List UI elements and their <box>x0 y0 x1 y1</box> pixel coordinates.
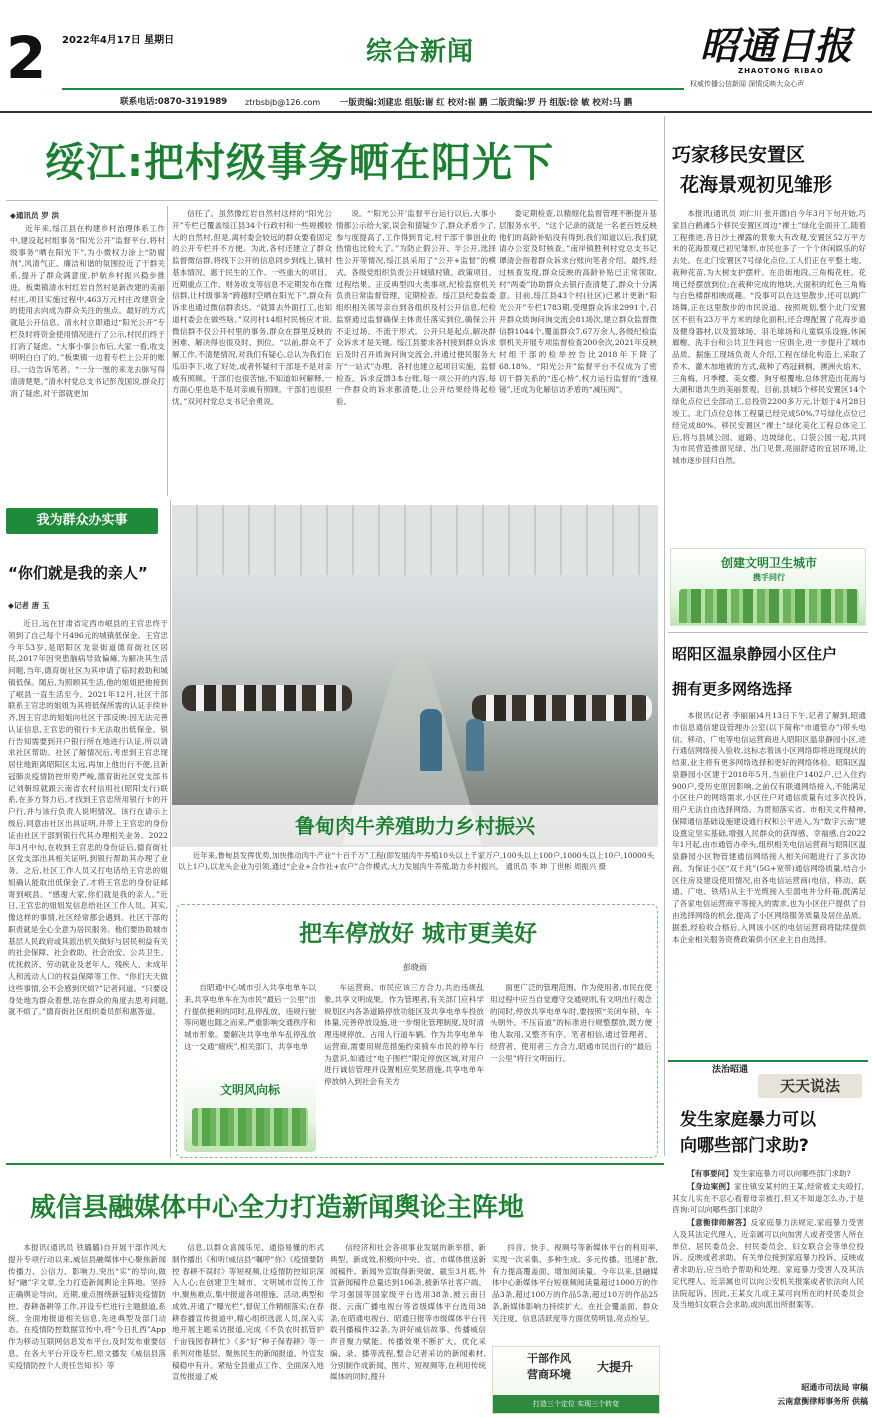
lead-col-2: 信任了。虽然像红岩自然村这样的“阳光公开”专栏已覆盖绥江县34个行政村和一些规模较大的自然村,但是,离村委会较远的群众要看固定的公开专栏并不方便。为此,各村还建立了群众监督微信群,将线下公开的信息同步到线上,镇村基本情况、惠于民生的工作、一些重大的项目、近期重点工作、财务收支等信息不定期发布在微信群,让村级事务“跨越时空晒在阳光下”,群众有诉求也通过微信群表达。“就算去外面打工,也知道村委会在做些啥。”双河村14组村民杨应才说,微信群不仅公开村里的事务,群众在群里反映的困难、解决得也很及时、到位。“以前,群众不了解工作,不清楚情况,对我们有疑心,总认为我们在瓜田李下,收了好处,或者怀疑村干部是不是对亲戚有照顾。干部们也很苦恼,不知道如何解释,一方面心里也是不是对亲戚有照顾。干部们也很担忧。”双河村党总支书记余勇说。 <box>172 209 332 407</box>
bottom-rule <box>6 1163 664 1165</box>
law-text: 【有事要问】发生家庭暴力可以向哪些部门求助? 【身边案例】家住镇安某村的王某,经常被丈夫殴打,其女儿实在不忍心看着母亲被打,但又不知道怎么办,于是咨询:可以向哪些部门求助? 【意衡律师解答】反家庭暴力法规定,家庭暴力受害人及其法定代理人、近亲属可以向加害人或者受害人所在单位、居民委员会、村民委员会、妇女联合会等单位投诉、反映或者求助。有关单位接到家庭暴力投诉、反映或者求助后,应当给予帮助和处理。家庭暴力受害人及其法定代理人、近亲属也可以向公安机关报案或者依法向人民法院起诉。因此,王某女儿或王某可向所在的村民委员会及当地妇女联合会求助,或向派出所报案等。 <box>672 1169 864 1310</box>
law-label: 法治昭通 <box>712 1065 749 1075</box>
ad-line-1: 干部作风 <box>527 1352 571 1365</box>
paper-pinyin: ZHAOTONG RIBAO <box>738 67 824 75</box>
civilization-weathervane-banner <box>184 1072 316 1152</box>
section-title: 综合新闻 <box>365 37 474 67</box>
law-credit-1: 昭通市司法局 审稿 <box>801 1383 868 1392</box>
law-headline-2: 向哪些部门求助? <box>680 1136 809 1156</box>
ad-line-2: 营商环境 <box>527 1368 571 1381</box>
photo-title: 鲁甸肉牛养殖助力乡村振兴 <box>295 814 535 838</box>
right-mid-headline-2: 拥有更多网络选择 <box>672 680 793 698</box>
page-number: 2 <box>6 26 47 90</box>
issue-date: 2022年4月17日 星期日 <box>62 35 175 46</box>
civ-banner-graphic <box>192 1108 308 1146</box>
contact-phone: 联系电话:0870-3191989 <box>120 97 228 107</box>
banner-subtitle: 携手同行 <box>753 573 785 582</box>
banner-title: 创建文明卫生城市 <box>720 556 817 570</box>
lead-headline: 绥江:把村级事务晒在阳光下 <box>45 140 554 186</box>
cityscape-illustration <box>679 589 859 623</box>
lead-col-3: 说。“‘阳光公开’监督平台运行以后,大事小情都公示给大家,误会和猜疑少了,群众矛盾少了,参与度提高了,工作得到肯定,村干部干事创业的热情也比较大了。”为防止假公开、半公开,选择性公开等情况,绥江县采用了“公开+监督”的模式。各级党组织负责公开城镇村镇、政策项目、过程结果、正反典型四大类事项,纪检监察机关负责日常监督管理、定期检查。绥江县纪委监委组织相关领导亲自到各组织及村公开信息,纪检监察通过监督确保主体责任落实到位,确保公开不走过场、不流于形式。公开只是起点,解决群众诉求才是关键。绥江县要求各村接到群众诉求后及时召开质询问询交流会,并通过便民服务大厅“一站式”办理。各村也建立起项目实施、监督检查、诉求反馈3本台账,每一项公开的内容,每一件群众的诉求都清楚,让公开结果经得起检验。 <box>336 209 496 407</box>
parking-byline: 彭晓雨 <box>403 963 427 972</box>
cattle-row-right <box>472 695 652 721</box>
right-mid-headline-1: 昭阳区温泉静园小区住户 <box>672 645 838 663</box>
divider <box>167 206 168 496</box>
right-top-headline-1: 巧家移民安置区 <box>672 144 806 166</box>
editors-credit: 一版责编:刘建忠 组版:谢 红 校对:崔 鹏 二版责编:罗 丹 组版:徐 敏 校对:马 鹏 <box>340 97 633 107</box>
lead-col-4: 委定期检查,以精细化监督管理不断提升基层服务水平。“这个记录的就是一名老百姓反映他们的高龄补贴没有得到,我们知道以后,我们就请办公室及时核查。”南岸镇胜利村党总支书记谭清会指着群众诉求台账向笔者介绍。最终,经过核查发现,群众反映的高龄补贴已正常领取,村“两委”协助群众去银行查清楚了,群众十分满意。目前,绥江县43个村(社区)已累计更新“阳光公开”专栏1783期,受理群众诉求2991个,召开群众质询问询交流会81场次,建立群众监督微信群1044个,覆盖群众7.67万余人,各级纪检监察机关开展专项监督检查200余次,2021年反映村组干部的检举控告比2018年下降了68.18%。“阳光公开”监督平台不仅成为了密切干群关系的“连心桥”,权力运行监督的“透视镜”,还成为化解信访矛盾的“减压阀”。 <box>499 209 657 395</box>
lead-rule <box>6 200 658 201</box>
ad-line-3: 大提升 <box>597 1360 634 1374</box>
weixin-col-4: 抖音、快手、视频号等新媒体平台的利用率,实现一次采集、多种生成、多元传播。迅速扩散,有力提高覆盖面、增加阅读量。今年以来,县融媒体中心新媒体平台短视频阅读量超过1000万的作品3条,超过100万的作品5条,超过10万的作品25条,新媒体影响力持续扩大。在社会覆盖面、群众关注度、信息活跃度等方面优势明显,亮点纷呈。 <box>492 1243 658 1323</box>
weixin-col-3: 信经济和社会各项事业发展的新举措、新典型、新成效,积极向中央、省、市媒体推送新闻稿件。新闻外宣取得新突破。截至3月底,外宣新闻稿件总量达到106条,被新华社客户端、学习强国等国家级平台选用38条,被云南日报、云南广播电视台等省级媒体平台选用38条,在昭通电视台、昭通日报等市级媒体平台刊载刊播稿件32条,为讲好威信故事、传播威信声音聚力赋能。传播效果不断扩大。优化采编、录、播等流程,整合记者采访的新闻素材,分别制作成新闻、图片、短视频等,在利用传统媒体的同时,搜升 <box>330 1243 486 1382</box>
civ-banner-title: 文明风向标 <box>219 1083 280 1097</box>
right-top-text: 本报讯(通讯员 刘仁川 张开德)自今年3月下旬开始,巧家县白鹤滩5个移民安置区周边“裸土”绿化全面开工,随着工程推进,昔日沙土裸露的景象大有改观,安置区52万平方米的花海景观已初见雏形,市民也多了一个个休闲娱乐的好去处。在北门安置区7号绿化点位,工人们正在平整土地、栽种花苗,为大树支护摆杆。在沿街地段,三角梅花柱、花境已经摆放到位;在栽种完成的地块,大面积的红色三角梅与白色楼群相映成趣。“没事可以在这里散步,还可以跳广场舞,正在这里散步的市民说道。按照规划,整个北门安置区不但有23万平方米的绿化面积,还合理配置了花海步道及健身器材,以及篮球场、羽毛球场和儿童娱乐设施,休闲廊榭、洗手台和公共卫生间也一应俱全,进一步提升了城市品质。据施工现场负责人介绍,工程在绿化构造上,采取了乔木、灌木加地被的方式,栽种了鸡冠刺桐、澳洲火焰木、三角梅、月季樱、美女樱、狗牙根覆地,总体营造出花海与大湖和谐共生的美丽景观。目前,县城5个移民安置区14个绿化点位已全部动工,总投资2200多万元,计划于4月28日竣工。北门点位总体工程量已经完成50%,7号绿化点位已经完成80%。移民安置区“裸土”绿化美化工程总体完工后,将与县城公园、道路、边坡绿化、口袋公园一起,共同为市民营造推窗见绿、出门见景,亮丽舒适的宜居环境,让城市逐步回归自然。 <box>672 209 866 466</box>
masthead-rule <box>62 88 684 90</box>
weixin-col-2: 信息,以群众喜闻乐见、通俗易懂的形式制作播出《和听!威信县“嘱哼”你》《疫情要防控 春耕不误时》等短视频,让疫情防控知识深入人心;在创建卫生城市、文明城市宣传工作中,聚焦难点,集中报道各项措施、活动,典型和成效,开通了“曝光栏”,督促工作精细落实;在春耕春播宣传报道中,精心组织选派人员,深入实地开展主题采访报道,完成《不负农时抓管护 千亩钱园春耕忙》《多“好”种子保春耕》等一系列对推基层、聚焦民生的新闻报道。外宣发稿稳中有升。紧贴全县重点工作、全面深入地宣传报道了威 <box>172 1243 324 1382</box>
cattle-row-left <box>182 685 352 711</box>
service-text: 近日,远在甘肃省定西市岷县的王官忠终于领到了自己每个月496元的城镇低保金。王官忠今年53岁,是昭阳区龙泉街道德育街社区居民,2017年因突患脑病导致偏瘫,为解决其生活问题,当年,德育街社区为其申请了临时救助和城镇低保。随后,为照顾其生活,他的姐姐把他接到了岷县一直生活至今。2021年12月,社区干部联系王官忠的姐姐为其将低保所需的认证手续补齐,因王官忠的姐姐向社区干部反映:因无法完善认证信息,王官忠的银行卡无法取出低保金。银行告知需要到开户银行所在地进行认证,所以请求社区帮助。社区了解情况后,考虑到王官忠现居住地距离昭阳区太远,再加上他出行不便,且新冠肺炎疫情防控形势严峻,德育街社区党支部书记刘朝琼就跟云南省农村信用社(昭阳支行)联系,在多方努力后,才找到王官忠所用银行卡的开户行,并与该行负责人说明情况。该行在请示上级后,同意由社区出具证明,并带上王官忠的身份证由社区干部到银行代其办理相关业务。2022年3月中旬,在收到王官忠的身份证后,德育街社区党支部出具相关证明,到银行帮助其办理了业务。之后,社区工作人员又打电话给王官忠的姐姐确认能取出低保金了,才将王官忠的身份证邮寄到岷县。“感谢大家,你们就是我的亲人。”近日,王官忠的姐姐发信息给社区工作人员。其实,像这样的事情,社区经常都会遇到。社区干部的职责就是全心全意为居民服务。他们要协助城市基层人民政府或其派出机关做好与居民利益有关的社会保障、社会救助、社会治安、公共卫生、优抚救济、劳动就业及老年人、残疾人、未成年人和流动人口的权益保障等工作。“你们天天做这些事情,会不会感到厌烦?”记者问道。“只要设身处地为群众着想,站在群众的角度去思考问题,就不烦了。”德育街社区组织委员彭和惠答道。 <box>8 619 168 1017</box>
law-headline-1: 发生家庭暴力可以 <box>680 1110 816 1130</box>
service-kicker: 我为群众办实事 <box>6 508 158 534</box>
weixin-col-1: 本报讯(通讯员 铁璐璐)自开展干部作风大提升专项行动以来,威信县融媒体中心聚焦新闻传播力、公信力、影响力,突出“实”的导向,做好“融”字文章,全力打造新闻舆论主阵地。坚持正确舆论导向。近期,重点围绕新冠肺炎疫情防控、春耕备耕等工作,开设专栏进行主题报道,系统、全面地报道相关信息,先进典型及部门动态。在疫情防控数据宣传中,将“今日扎西”App作为移动互联网信息发布平台,及时发布重要信息。在各大平台开设专栏,原文播发《威信县落实疫情防控个人责任告知书》等 <box>8 1243 166 1370</box>
ad-strip: 打造三个定位 实现三个转变 <box>493 1395 659 1413</box>
contact-email: ztrbsbjb@126.com <box>245 98 321 107</box>
paper-slogan: 权威传播公信新闻 深情反映大众心声 <box>690 80 805 88</box>
paper-name: 昭通日报 <box>700 23 853 68</box>
parking-col-2: 车运营商、市民应该三方合力,共治违规乱象,共享文明成果。作为管理者,有关部门应科学规划区内各条道路停放功能区及共享电单车投放体量,完善停放设施,进一步细化管理制度,及时清理违规停放、占用人行道车辆。作为共享电单车运营商,需要用规范措施约束骑车市民的停车行为意识,如通过“电子围栏”限定停放区域,对用户进行诚信管理并设置相应奖惩措施,共享电单车停放纳入到社会有关方 <box>324 983 484 1087</box>
divider <box>170 500 171 1158</box>
right-top-headline-2: 花海景观初见雏形 <box>680 174 833 196</box>
lead-byline: ◆通讯员 罗 洪 <box>10 211 60 220</box>
farm-worker-2 <box>466 719 484 771</box>
service-byline: ◆记者 唐 玉 <box>8 601 50 610</box>
weixin-headline: 威信县融媒体中心全力打造新闻舆论主阵地 <box>30 1193 525 1223</box>
photo-caption: 近年来,鲁甸县发挥优势,加快推动肉牛产业“十百千万”工程(即发展肉牛养殖10头以上千家万户,100头以上100户,1000头以上10户,10000头以上1户),以龙头企业为引领,通过“企业+合作社+农户”合作模式,大力发展肉牛养殖,助力乡村振兴。 通讯员 李 坤 丁世彬 周振兴 摄 <box>178 851 654 872</box>
style-promotion-ad <box>492 1346 660 1414</box>
parking-col-3: 面更广泛的管理范围。作为使用者,市民在使用过程中应当自觉遵守交通规则,有文明出行观念的同时,停放共享电单车时,要按照“关闭车锁、车头朝外、不压盲道”的标准进行规整摆放,既方便他人取用,又整齐有序。笔者相信,通过管理者、经营者、使用者三方合力,昭通市民出行的“最后一公里”将行文明而行。 <box>490 983 652 1063</box>
cattle-farm-photo <box>172 505 658 847</box>
parking-headline: 把车停放好 城市更美好 <box>298 921 537 947</box>
right-column-divider <box>664 116 665 1156</box>
parking-col-1: 自昭通中心城市引入共享电单车以来,共享电单车在为市民“最后一公里”出行提供便利的同时,乱停乱放、违规行驶等问题也随之而来,严重影响交通秩序和城市形象。要解决共享电单车乱停乱放这一交通“痼疾”,相关部门、共享电单 <box>184 983 316 1051</box>
civilized-city-banner <box>670 548 866 626</box>
lead-col-1: 近年来,绥江县在构建乡村治理体系工作中,建设起村组事务“阳光公开”监督平台,将村级事务“晒在阳光下”,为小微权力涂上“防腐剂”,风清气正、廉洁和谐的氛围拉近了干群关系,提升了群众满意度,护航乡村振兴稳步推进。板栗镇清水村红岩自然村是新改建的美丽村庄,项目实施过程中,463万元村庄改建资金的使用去向成为群众关注的焦点。最好的方式就是公开信息。清水村立即通过“阳光公开”专栏及时将资金使用情况进行了公示,村民们终于打消了疑虑。“大事小事公布后,大家一看,收支明明白白了的。”板栗镇一边着专栏上公开的账目,一边告诉笔者。“一分一厘的来龙去脉写得清清楚楚。”清水村党总支书记彭茂国说,群众打消了疑虑,对干部就更加 <box>10 224 165 398</box>
service-headline: “你们就是我的亲人” <box>8 564 148 582</box>
law-column-name: 天天说法 <box>758 1074 862 1098</box>
law-credit-2: 云南意衡律师事务所 供稿 <box>777 1397 868 1406</box>
header-bottom-rule <box>0 111 872 113</box>
barn-roof <box>172 505 658 575</box>
law-box <box>668 1060 868 1412</box>
divider <box>668 632 868 633</box>
farm-worker-1 <box>420 709 442 771</box>
right-mid-text: 本报讯(记者 李丽丽)4月13日下午,记者了解到,昭通市信息通信建设管理办公室(以下简称“市通管办”)带头电信、移动、广电等电信运营商进入昭阳区温泉静园小区,进行通信网络接入验收,这标志着该小区网络即将进现现状的结束,业主将有更多网络选择和更好的网络体验。昭阳区温泉静园小区建于2018年5月,当前住户1402户,已入住约900户,受历史原因影响,之前仅有联通网络接入,不能满足小区住户的网络需求,小区住户对通信质量有过多次投诉,用户无法自由选择网络。为贯彻落实省、市相关文件精神,保障通信基础设施建设通行权和公平进入,为“数字云南”建设奠定坚实基础,增强人民群众的获得感、幸福感,自2022年1月起,由市通管办牵头,组织相关电信运营商与昭阳区温泉静园小区物管建通信网络接入相关问题进行了多次协商。为保证小区“双千兆”(5G+宽带)通信网络质量,结合小区住房及建设使用情况,由各电信运营商(电信、移动、联通、广电、铁塔)从主干光缆接入至弱电井分纤箱,既满足了各家电信运营商平等接入的需求,也为小区住户提供了自由选择网络的机会,提高了小区网络服务质量及居住品质。据悉,经验收合格后,入网该小区的电信运营商将陆续提供本企业相关服务资费政策供小区业主自由选择。 <box>672 711 866 944</box>
